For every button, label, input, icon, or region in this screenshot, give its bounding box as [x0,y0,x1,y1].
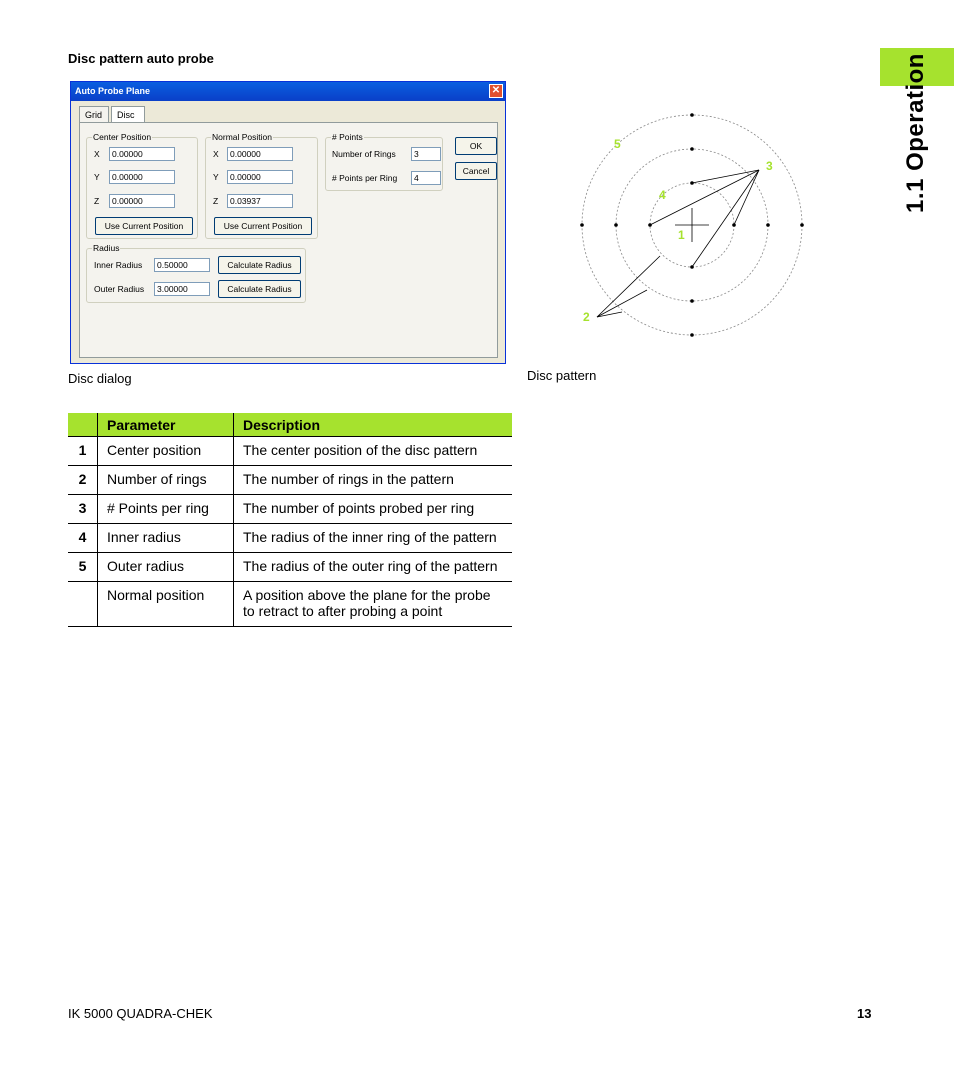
radius-label: Radius [93,243,120,253]
inner-radius-field[interactable]: 0.50000 [154,258,210,272]
table-row [68,437,512,466]
label-4: 4 [659,188,666,202]
label-1: 1 [678,228,685,242]
center-use-current-button[interactable]: Use Current Position [95,217,193,235]
center-z-field[interactable]: 0.00000 [109,194,175,208]
inner-radius-label: Inner Radius [94,260,143,270]
label-5: 5 [614,137,621,151]
disc-tab-panel [79,122,498,358]
row-num: 4 [68,524,98,553]
probe-point [614,223,618,227]
leader-3a [692,170,759,183]
chapter-tab-text: 1.1 Operation [902,53,929,213]
inner-calculate-radius-button[interactable]: Calculate Radius [218,256,301,274]
row-description: The number of rings in the pattern [234,466,513,495]
center-x-label: X [94,149,100,159]
normal-z-label: Z [213,196,219,206]
table-row [68,524,512,553]
probe-point [690,147,694,151]
header-description: Description [234,413,513,437]
dialog-title: Auto Probe Plane [75,86,151,96]
center-y-label: Y [94,172,100,182]
row-parameter: Inner radius [98,524,234,553]
row-num [68,582,98,627]
table-row [68,553,512,582]
center-y-field[interactable]: 0.00000 [109,170,175,184]
normal-position-group [205,132,318,239]
leader-2a [597,256,660,317]
leader-3b [650,170,759,225]
row-parameter: Normal position [98,582,234,627]
normal-y-field[interactable]: 0.00000 [227,170,293,184]
row-description: A position above the plane for the probe to retract to after probing a point [234,582,513,627]
pattern-caption: Disc pattern [527,368,597,383]
probe-point [690,333,694,337]
row-num: 3 [68,495,98,524]
section-title: Disc pattern auto probe [68,51,214,66]
row-num: 1 [68,437,98,466]
row-num: 5 [68,553,98,582]
probe-point [766,223,770,227]
leader-2b [597,290,647,317]
outer-radius-field[interactable]: 3.00000 [154,282,210,296]
cancel-button[interactable]: Cancel [455,162,497,180]
auto-probe-dialog [70,81,506,364]
probe-point [690,299,694,303]
row-description: The radius of the outer ring of the pattern [234,553,513,582]
leader-3c [734,170,759,225]
outer-calculate-radius-button[interactable]: Calculate Radius [218,280,301,298]
chapter-tab-label [886,48,946,218]
page-number: 13 [857,1006,872,1021]
row-num: 2 [68,466,98,495]
points-per-ring-label: # Points per Ring [332,173,398,183]
tab-disc[interactable]: Disc [111,106,145,123]
table-header-row [68,413,512,437]
dialog-caption: Disc dialog [68,371,132,386]
row-description: The radius of the inner ring of the pattern [234,524,513,553]
row-parameter: # Points per ring [98,495,234,524]
probe-point [690,113,694,117]
rings-field[interactable]: 3 [411,147,441,161]
rings-label: Number of Rings [332,149,396,159]
parameter-table [68,413,512,627]
table-row [68,466,512,495]
close-icon[interactable]: ✕ [489,84,503,98]
label-3: 3 [766,159,773,173]
footer-product: IK 5000 QUADRA-CHEK [68,1006,213,1021]
points-per-ring-field[interactable]: 4 [411,171,441,185]
row-parameter: Center position [98,437,234,466]
points-group [325,132,443,191]
table-row [68,495,512,524]
points-label: # Points [332,132,363,142]
disc-pattern-diagram [560,100,820,350]
dialog-titlebar [71,82,505,101]
normal-z-field[interactable]: 0.03937 [227,194,293,208]
probe-point [580,223,584,227]
normal-position-label: Normal Position [212,132,272,142]
normal-y-label: Y [213,172,219,182]
ok-button[interactable]: OK [455,137,497,155]
header-parameter: Parameter [98,413,234,437]
tab-grid[interactable]: Grid [79,106,109,122]
label-2: 2 [583,310,590,324]
leader-2c [597,312,622,317]
center-x-field[interactable]: 0.00000 [109,147,175,161]
normal-use-current-button[interactable]: Use Current Position [214,217,312,235]
radius-group [86,243,306,303]
table-row [68,582,512,627]
center-position-group [86,132,198,239]
header-num [68,413,98,437]
row-description: The center position of the disc pattern [234,437,513,466]
row-description: The number of points probed per ring [234,495,513,524]
outer-radius-label: Outer Radius [94,284,145,294]
row-parameter: Number of rings [98,466,234,495]
row-parameter: Outer radius [98,553,234,582]
center-position-label: Center Position [93,132,152,142]
normal-x-label: X [213,149,219,159]
probe-point [800,223,804,227]
center-z-label: Z [94,196,100,206]
normal-x-field[interactable]: 0.00000 [227,147,293,161]
leader-3d [692,170,759,267]
